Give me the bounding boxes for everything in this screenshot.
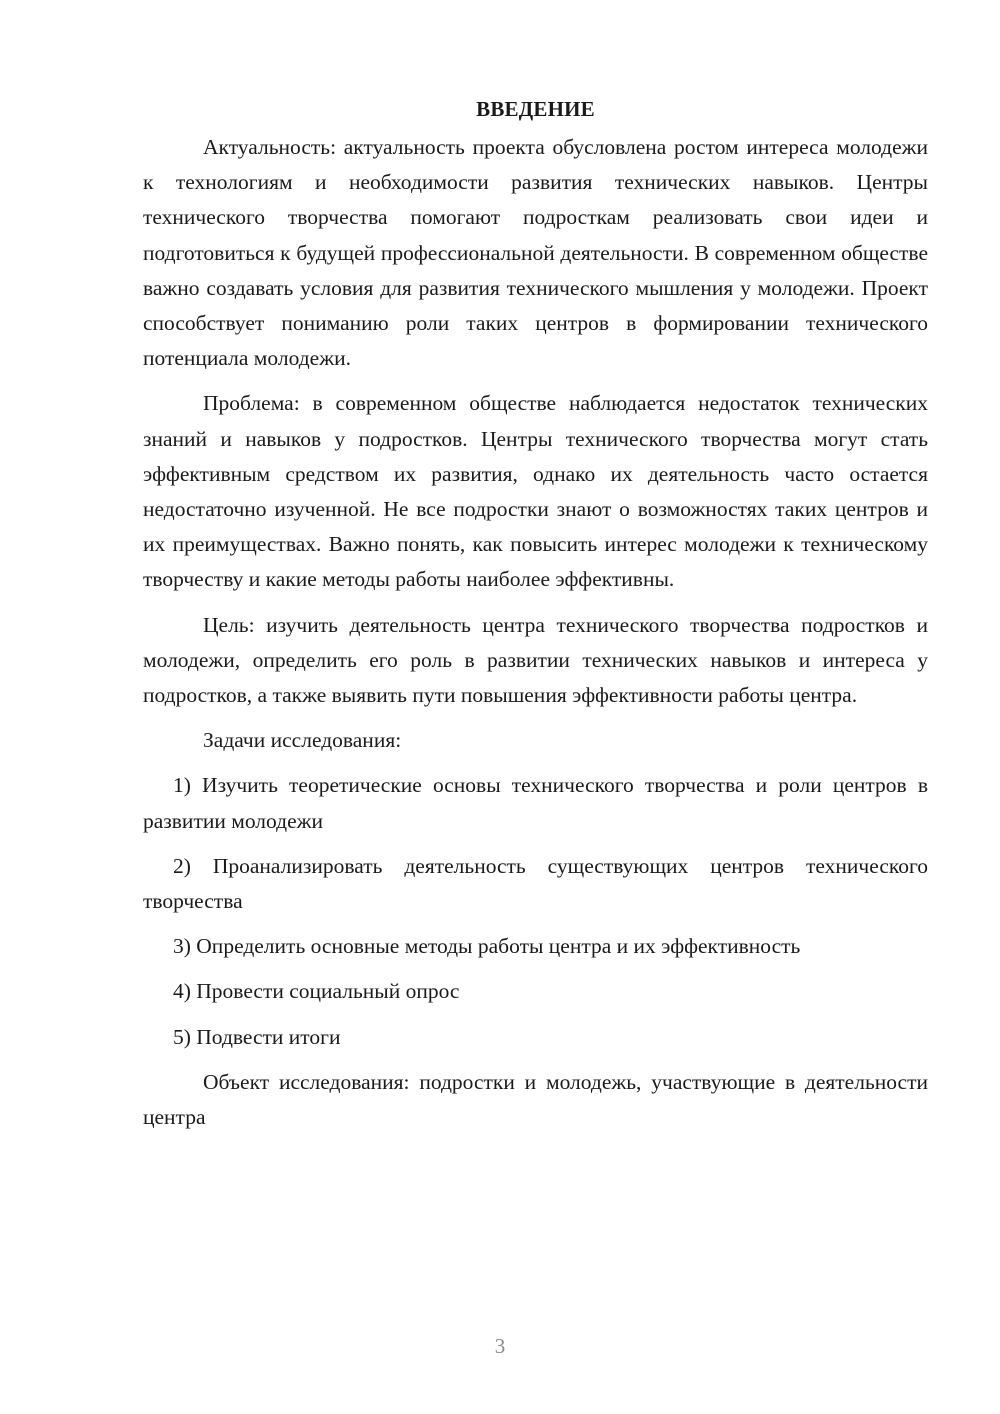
paragraph-problem: Проблема: в современном обществе наблюдается недостаток технических знаний и навыков у подростков. Центры технического творчества могут стать эффективным средством их развития, однако их деятельность часто остается недостаточно изученной. Не все подростки знают о возможностях таких центров и их преимуществах. Важно понять, как повысить интерес молодежи к техническому творчеству и какие методы работы наиболее эффективны. — [143, 391, 928, 592]
task-item-4: 4) Провести социальный опрос — [173, 979, 460, 1004]
task-item-5: 5) Подвести итоги — [173, 1024, 341, 1049]
document-page — [143, 94, 928, 1145]
paragraph-object: Объект исследования: подростки и молодежь, участвующие в деятельности центра — [143, 1069, 928, 1130]
paragraph-relevance: Актуальность: актуальность проекта обусловлена ростом интереса молодежи к технологиям и необходимости развития технических навыков. Центры технического творчества помогают подросткам реализовать свои идеи и подготовиться к будущей профессиональной деятельности. В современном обществе важно создавать условия для развития технического мышления у молодежи. Проект способствует пониманию роли таких центров в формировании технического потенциала молодежи. — [143, 135, 928, 371]
task-item-2: 2) Проанализировать деятельность существующих центров технического творчества — [143, 853, 928, 914]
section-title: ВВЕДЕНИЕ — [476, 97, 595, 121]
paragraph-goal: Цель: изучить деятельность центра технического творчества подростков и молодежи, определить его роль в развитии технических навыков и интереса у подростков, а также выявить пути повышения эффективности работы центра. — [143, 612, 928, 708]
task-item-3: 3) Определить основные методы работы центра и их эффективность — [173, 934, 801, 959]
page-number: 3 — [494, 1334, 506, 1358]
tasks-heading: Задачи исследования: — [203, 728, 402, 753]
task-item-1: 1) Изучить теоретические основы технического творчества и роли центров в развитии молодежи — [143, 773, 928, 833]
